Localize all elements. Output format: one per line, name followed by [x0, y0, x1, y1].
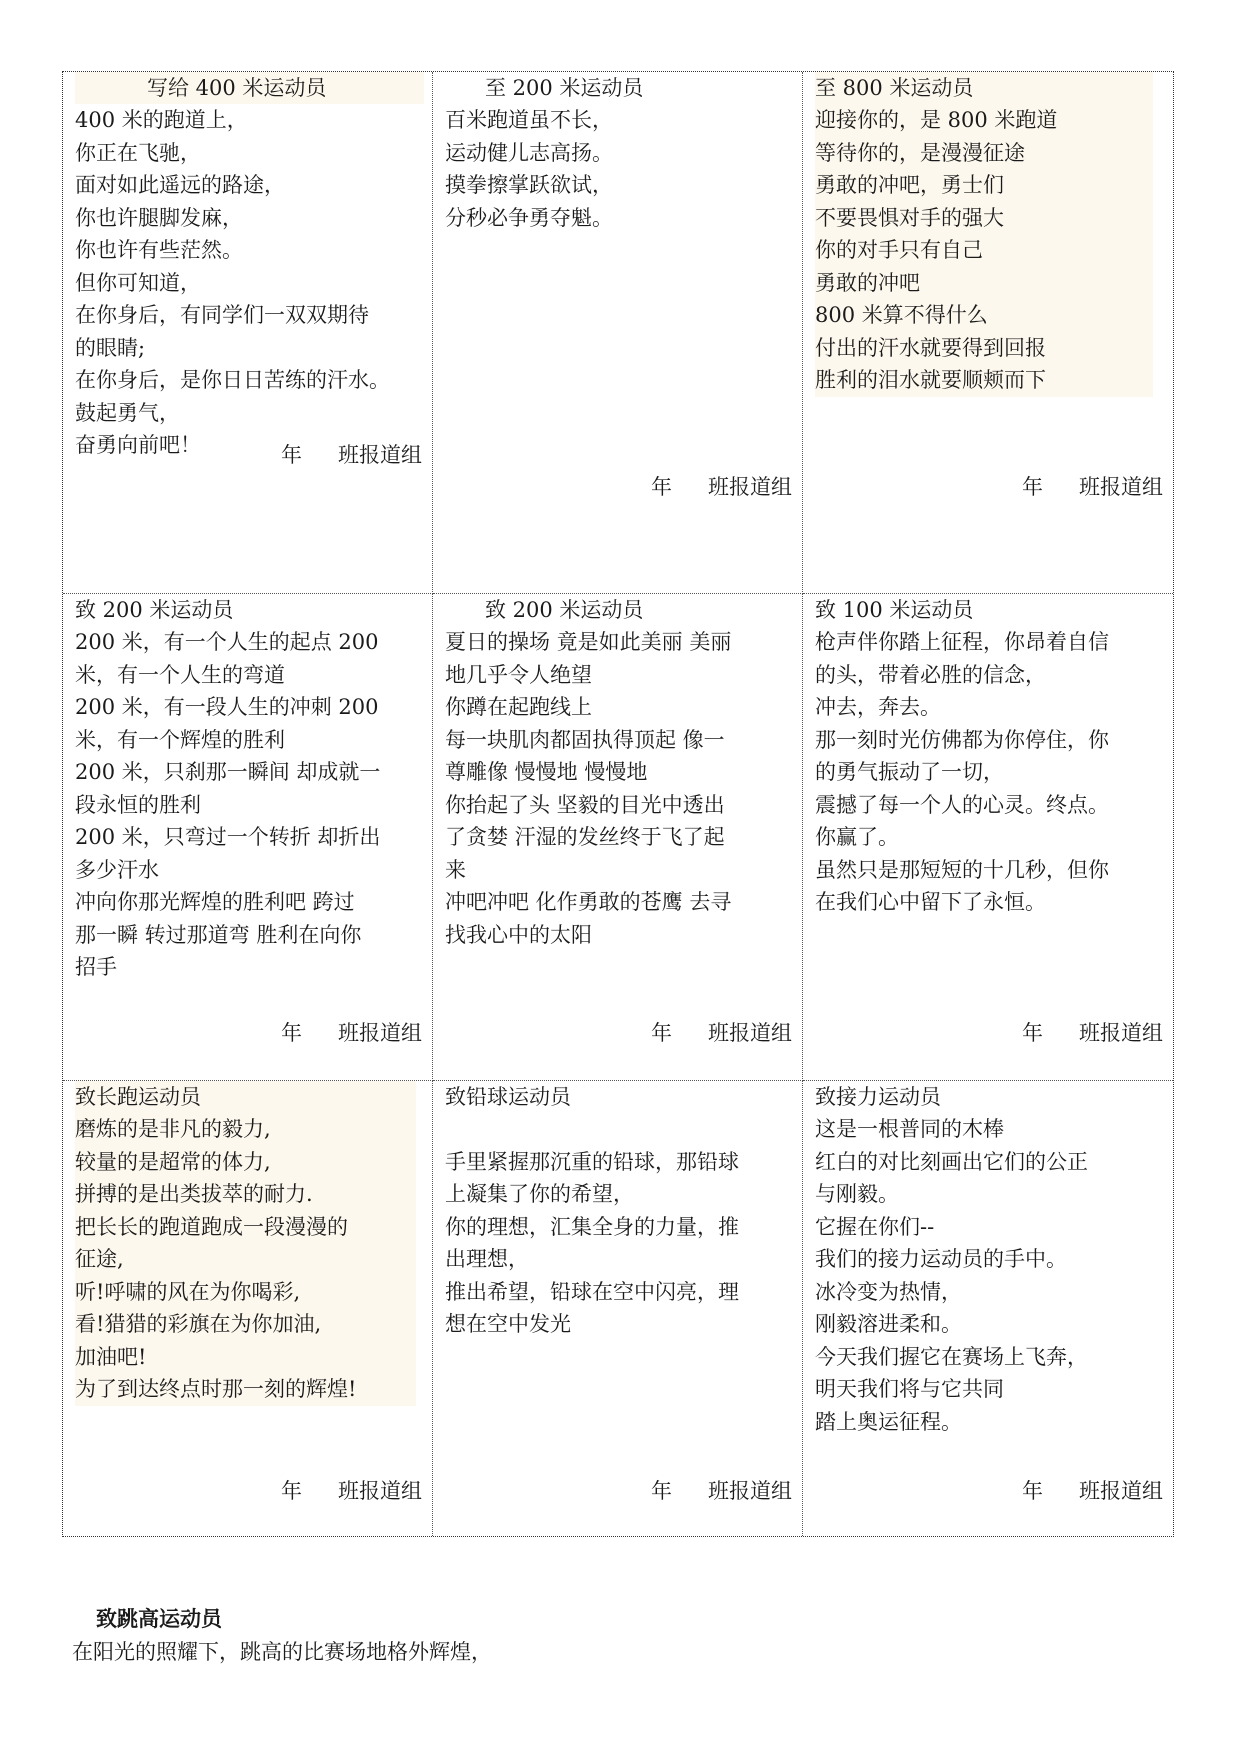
poem-line: 征途,	[75, 1247, 124, 1271]
poem-cell-200m-b	[63, 594, 433, 1081]
poem-grid	[62, 71, 1174, 1537]
poem-line: 这是一根普同的木棒	[815, 1117, 1004, 1141]
poem-line: 虽然只是那短短的十几秒，但你	[815, 857, 1109, 882]
poem-line: 看!猎猎的彩旗在为你加油,	[75, 1312, 322, 1336]
poem-line: 在我们心中留下了永恒。	[815, 890, 1046, 914]
poem-line: 冲去，奔去。	[815, 695, 941, 719]
poem-line: 与刚毅。	[815, 1182, 899, 1206]
poem-line: 200 米，只弯过一个转折 却折出	[75, 825, 381, 849]
poem-line: 想在空中发光	[445, 1312, 571, 1336]
signature	[1022, 1018, 1163, 1048]
signature-group: 班报道组	[338, 1021, 422, 1045]
poem-line: 它握在你们--	[815, 1214, 935, 1239]
signature-group: 班报道组	[708, 1021, 792, 1045]
poem-cell-200m-c	[433, 594, 803, 1081]
poem-line: 尊雕像 慢慢地 慢慢地	[445, 760, 648, 784]
signature-year: 年	[1022, 1479, 1043, 1503]
poem-cell-100m	[803, 594, 1173, 1081]
poem-line: 在你身后，有同学们一双双期待	[75, 303, 369, 327]
poem-title: 致 100 米运动员	[815, 598, 974, 622]
poem-line: 等待你的，是漫漫征途	[815, 140, 1025, 165]
poem-title: 致长跑运动员	[75, 1081, 416, 1113]
poem-line: 今天我们握它在赛场上飞奔，	[815, 1344, 1088, 1369]
poem-line: 刚毅溶进柔和。	[815, 1312, 962, 1336]
poem-line: 地几乎令人绝望	[445, 662, 592, 687]
poem-line: 那一刻时光仿佛都为你停住，你	[815, 727, 1109, 752]
poem-line: 你蹲在起跑线上	[445, 695, 592, 719]
poem-line: 但你可知道，	[75, 270, 201, 295]
poem-body	[75, 1113, 416, 1406]
poem-line: 手里紧握那沉重的铅球，那铅球	[445, 1149, 739, 1174]
poem-cell-long-distance	[63, 1081, 433, 1536]
signature-group: 班报道组	[708, 475, 792, 499]
poem-line: 200 米，有一个人生的起点 200	[75, 630, 379, 654]
poem-line: 你也许有些茫然。	[75, 238, 243, 262]
poem-line: 震撼了每一个人的心灵。终点。	[815, 792, 1109, 817]
poem-line	[445, 1113, 794, 1146]
poem-line: 推出希望，铅球在空中闪亮，理	[445, 1279, 739, 1304]
poem-line: 你的理想，汇集全身的力量，推	[445, 1214, 739, 1239]
poem-line: 明天我们将与它共同	[815, 1377, 1004, 1401]
poem-body	[75, 104, 424, 462]
poem-body	[75, 626, 424, 984]
poem-title: 至 800 米运动员	[815, 72, 1153, 104]
poem-line: 那一瞬 转过那道弯 胜利在向你	[75, 922, 362, 947]
poem-body	[445, 1113, 794, 1341]
signature-year: 年	[281, 1479, 302, 1503]
signature-group: 班报道组	[338, 443, 422, 467]
poem-title: 致 200 米运动员	[485, 598, 644, 622]
poem-line: 冰冷变为热情，	[815, 1279, 962, 1304]
signature-group: 班报道组	[708, 1479, 792, 1503]
poem-body	[445, 104, 794, 234]
poem-line: 来	[445, 857, 466, 882]
signature-group: 班报道组	[1079, 1479, 1163, 1503]
poem-line: 冲吧冲吧 化作勇敢的苍鹰 去寻	[445, 890, 732, 914]
poem-cell-800m	[803, 72, 1173, 594]
poem-line: 摸拳擦掌跃欲试，	[445, 173, 613, 197]
signature-year: 年	[1022, 475, 1043, 499]
poem-line: 你正在飞驰，	[75, 140, 201, 165]
poem-title: 致 200 米运动员	[75, 598, 234, 622]
poem-line: 把长长的跑道跑成一段漫漫的	[75, 1214, 348, 1239]
poem-line: 每一块肌肉都固执得顶起 像一	[445, 727, 725, 752]
poem-line: 鼓起勇气，	[75, 400, 180, 425]
signature	[281, 1476, 422, 1506]
signature-group: 班报道组	[1079, 1021, 1163, 1045]
poem-title: 致铅球运动员	[445, 1085, 571, 1109]
poem-line: 招手	[75, 955, 117, 979]
poem-line: 分秒必争勇夺魁。	[445, 205, 613, 230]
poem-line: 运动健儿志高扬。	[445, 140, 613, 165]
poem-title: 写给 400 米运动员	[75, 72, 424, 104]
poem-body	[815, 626, 1165, 919]
poem-body	[815, 1113, 1165, 1438]
signature	[281, 1018, 422, 1048]
poem-body	[445, 626, 794, 951]
poem-line: 200 米，有一段人生的冲刺 200	[75, 695, 379, 719]
poem-body	[815, 104, 1153, 397]
poem-line: 加油吧!	[75, 1344, 147, 1369]
poem-line: 奋勇向前吧！	[75, 433, 201, 457]
signature	[1022, 472, 1163, 502]
signature-year: 年	[281, 443, 302, 467]
high-jump-line: 在阳光的照耀下，跳高的比赛场地格外辉煌，	[72, 1640, 492, 1664]
poem-title: 致接力运动员	[815, 1085, 941, 1109]
poem-line: 为了到达终点时那一刻的辉煌!	[75, 1377, 357, 1401]
poem-line: 你也许腿脚发麻，	[75, 205, 243, 230]
signature-year: 年	[281, 1021, 302, 1045]
poem-line: 的头，带着必胜的信念，	[815, 662, 1046, 687]
poem-cell-400m	[63, 72, 433, 594]
poem-line: 红白的对比刻画出它们的公正	[815, 1149, 1088, 1174]
poem-line: 段永恒的胜利	[75, 792, 201, 817]
signature-year: 年	[651, 1479, 672, 1503]
poem-cell-200m-a	[433, 72, 803, 594]
signature-year: 年	[651, 475, 672, 499]
poem-line: 拼搏的是出类拔萃的耐力.	[75, 1182, 313, 1206]
poem-line: 勇敢的冲吧	[815, 270, 920, 295]
poem-line: 200 米，只刹那一瞬间 却成就一	[75, 760, 381, 784]
poem-line: 的眼睛;	[75, 335, 146, 360]
poem-line: 的勇气振动了一切，	[815, 760, 1004, 784]
poem-line: 勇敢的冲吧，勇士们	[815, 173, 1004, 197]
signature	[651, 1018, 792, 1048]
poem-line: 迎接你的，是 800 米跑道	[815, 108, 1058, 132]
poem-line: 你抬起了头 坚毅的目光中透出	[445, 792, 725, 817]
poem-cell-shot-put	[433, 1081, 803, 1536]
poem-line: 多少汗水	[75, 857, 159, 882]
poem-line: 400 米的跑道上，	[75, 108, 248, 132]
poem-line: 800 米算不得什么	[815, 303, 988, 327]
signature	[281, 440, 422, 470]
poem-line: 踏上奥运征程。	[815, 1409, 962, 1434]
poem-line: 听!呼啸的风在为你喝彩,	[75, 1279, 301, 1304]
signature-group: 班报道组	[338, 1479, 422, 1503]
poem-line: 冲向你那光辉煌的胜利吧 跨过	[75, 890, 355, 914]
signature	[1022, 1476, 1163, 1506]
poem-line: 找我心中的太阳	[445, 922, 592, 947]
poem-line: 面对如此遥远的路途，	[75, 173, 285, 197]
poem-line: 不要畏惧对手的强大	[815, 205, 1004, 230]
poem-cell-relay	[803, 1081, 1173, 1536]
signature	[651, 472, 792, 502]
signature-year: 年	[651, 1021, 672, 1045]
poem-line: 我们的接力运动员的手中。	[815, 1247, 1067, 1271]
poem-line: 枪声伴你踏上征程，你昂着自信	[815, 630, 1109, 654]
poem-line: 出理想，	[445, 1247, 529, 1271]
poem-line: 米，有一个人生的弯道	[75, 662, 285, 687]
poem-line: 了贪婪 汗湿的发丝终于飞了起	[445, 825, 725, 849]
poem-line: 较量的是超常的体力,	[75, 1149, 271, 1174]
high-jump-title: 致跳高运动员	[96, 1607, 222, 1631]
poem-line: 在你身后，是你日日苦练的汗水。	[75, 368, 390, 392]
poem-line: 夏日的操场 竟是如此美丽 美丽	[445, 630, 732, 654]
signature-year: 年	[1022, 1021, 1043, 1045]
poem-line: 磨炼的是非凡的毅力,	[75, 1117, 271, 1141]
signature	[651, 1476, 792, 1506]
poem-line: 米，有一个辉煌的胜利	[75, 727, 285, 752]
signature-group: 班报道组	[1079, 475, 1163, 499]
poem-line: 上凝集了你的希望，	[445, 1182, 634, 1206]
poem-line: 付出的汗水就要得到回报	[815, 335, 1046, 360]
poem-line: 胜利的泪水就要顺颊而下	[815, 368, 1046, 392]
poem-line: 你的对手只有自己	[815, 238, 983, 262]
poem-line: 你赢了。	[815, 825, 899, 849]
poem-title: 至 200 米运动员	[485, 76, 644, 100]
poem-line: 百米跑道虽不长，	[445, 108, 613, 132]
